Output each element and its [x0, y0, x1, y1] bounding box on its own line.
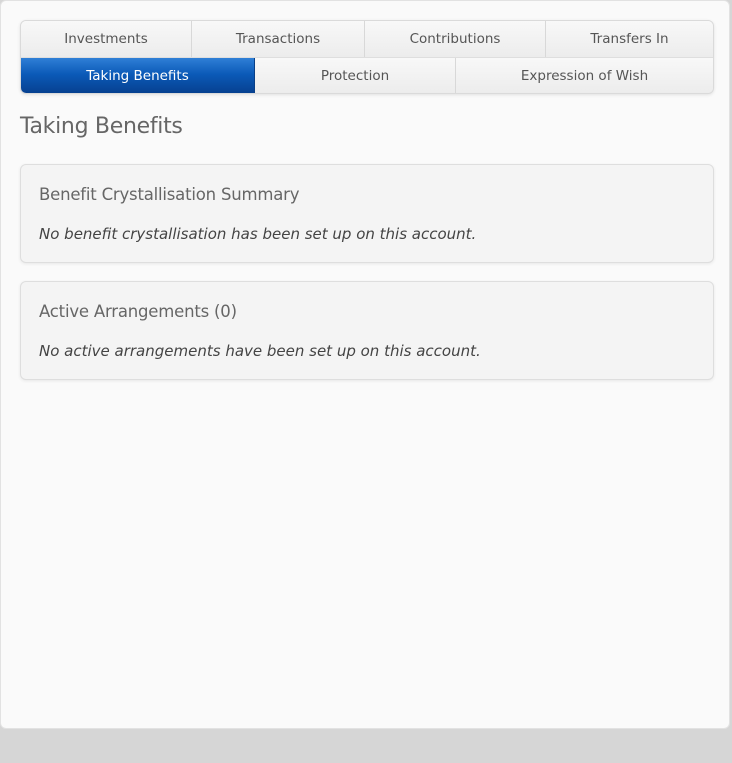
active-arrangements-card	[20, 281, 714, 380]
benefit-crystallisation-card	[20, 164, 714, 263]
tab-contributions[interactable]: Contributions	[365, 21, 546, 57]
tab-row-2	[21, 58, 713, 94]
tab-row-1	[21, 21, 713, 58]
tab-investments[interactable]: Investments	[21, 21, 192, 57]
active-arrangements-title: Active Arrangements (0)	[39, 302, 237, 321]
active-arrangements-message: No active arrangements have been set up on this account.	[39, 342, 481, 360]
tab-protection[interactable]: Protection	[255, 58, 456, 94]
tab-bar	[20, 20, 714, 94]
tab-expression-of-wish[interactable]: Expression of Wish	[456, 58, 713, 94]
tab-transfers-in[interactable]: Transfers In	[546, 21, 713, 57]
tab-transactions[interactable]: Transactions	[192, 21, 365, 57]
tab-taking-benefits[interactable]: Taking Benefits	[21, 58, 255, 94]
page-title: Taking Benefits	[20, 114, 183, 139]
benefit-crystallisation-title: Benefit Crystallisation Summary	[39, 185, 300, 204]
benefit-crystallisation-message: No benefit crystallisation has been set up on this account.	[39, 225, 477, 243]
